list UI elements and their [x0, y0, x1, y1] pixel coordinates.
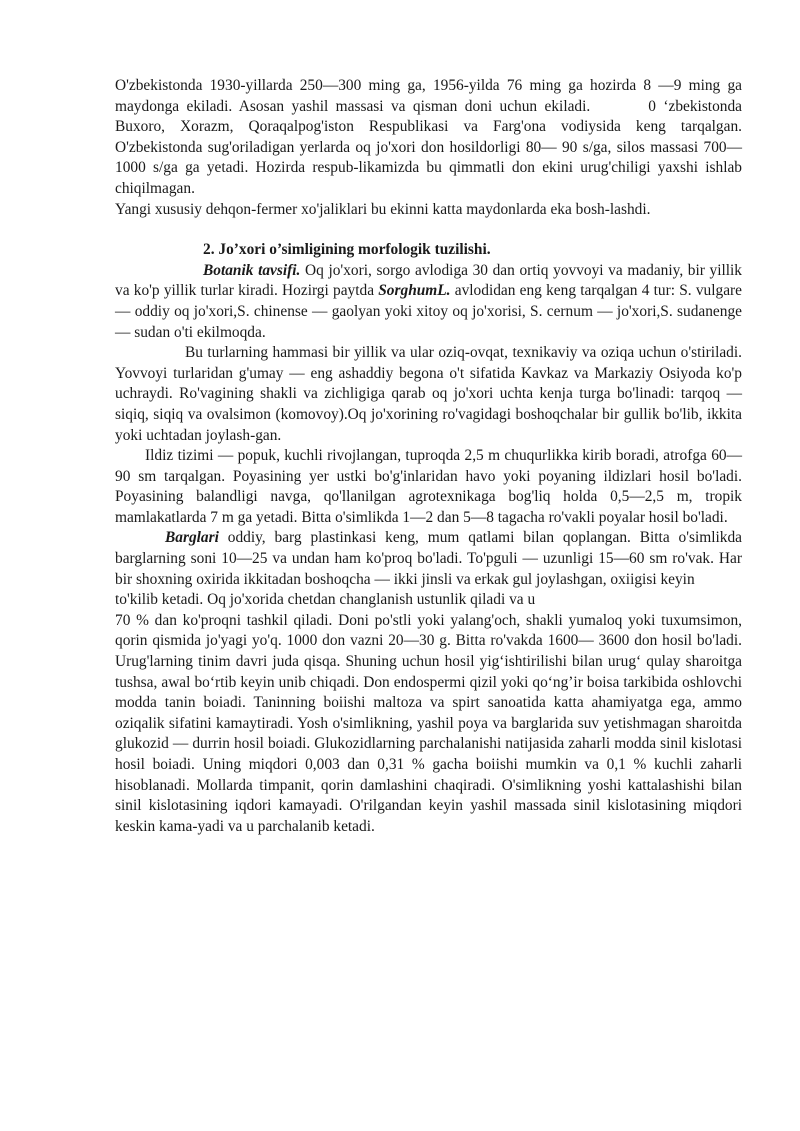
- blank-line: [115, 220, 742, 240]
- paragraph-cultivation-area: [115, 76, 742, 200]
- paragraph-text: O'zbekistonda 1930-yillarda 250—300 ming ga, 1956-yilda 76 ming ga hozirda 8 —9 ming ga maydonga ekiladi. Asosan yashil massasi va qisman doni uchun ekiladi.: [115, 77, 742, 115]
- paragraph-text: 0 ‘zbekistonda Buxoro, Xorazm, Qoraqalpog'iston Respublikasi va Farg'ona vodiysida keng tarqalgan. O'zbekistonda sug'oriladigan yerlarda oq jo'xori don hosildorligi 80— 90 s/ga, silos massasi 700—1000 s/ga ga yetadi. Hozirda respub-likamizda bu qimmatli don ekini urug'chiligi yaxshi ishlab chiqilmagan.: [115, 97, 742, 197]
- bold-italic-lead: Botanik tavsifi.: [203, 261, 301, 279]
- paragraph-new-farms: Yangi xususiy dehqon-fermer xo'jaliklari bu ekinni katta maydonlarda eka bosh-lashdi.: [115, 200, 651, 218]
- bold-italic-genus: SorghumL.: [378, 282, 451, 300]
- paragraph-botanical-description: [115, 261, 742, 343]
- document-body: [115, 76, 742, 837]
- paragraph-leaves: [115, 528, 742, 590]
- paragraph-root-system: Ildiz tizimi — popuk, kuchli rivojlangan, tuproqda 2,5 m chuqurlikka kirib boradi, atrofga 60—90 sm tarqalgan. Poyasining yer ustki bo'g'inlaridan havo yoki poyaning ildizlari hosil bo'ladi. Poyasining balandligi navga, qo'llanilgan agrotexnikaga bog'liq holda 0,5—2,5 m, tropik mamlakatlarda 7 m ga yetadi. Bitta o'simlikda 1—2 dan 5—8 tagacha ro'vakli poyalar hosil bo'ladi.: [115, 447, 742, 526]
- paragraph-text: oddiy, barg plastinkasi keng, mum qatlami bilan qoplangan. Bitta o'simlikda barglarning soni 10—25 va undan ham ko'proq bo'ladi. To'pguli — uzunligi 15—60 sm ro'vak. Har bir shoxning oxirida ikkitadan boshoqcha — ikki jinsli va erkak gul joylashgan, oxiigisi keyin: [115, 529, 742, 588]
- paragraph-species-usage: Bu turlarning hammasi bir yillik va ular oziq-ovqat, texnikaviy va oziqa uchun o'stiriladi. Yovvoyi turlaridan g'umay — eng ashaddiy begona o't sifatida Kavkaz va Markaziy Osiyoda ko'p uchraydi. Ro'vagining shakli va zichligiga qarab oq jo'xori uchta kenja turga bo'linadi: tarqoq — siqiq, siqiq va ovalsimon (komovoy).Oq jo'xorining ro'vagidagi boshoqchalar bir gullik bo'lib, ikkita yoki uchtadan joylash-gan.: [115, 344, 742, 444]
- paragraph-grain: 70 % dan ko'proqni tashkil qiladi. Doni po'stli yoki yalang'och, shakli yumaloq yoki tuxumsimon, qorin qismida jo'yagi yo'q. 1000 don vazni 20—30 g. Bitta ro'vakda 1600— 3600 don hosil bo'ladi. Urug'larning tinim davri juda qisqa. Shuning uchun hosil yig‘ishtirilishi bilan urug‘ qulay sharoitga tushsa, awal bo‘rtib keyin unib chiqadi. Don endospermi qizil yoki qo‘ng’ir boisa tarkibida oshlovchi modda tanin boiadi. Taninning boiishi maltoza va spirt sanoatida katta ahamiyatga ega, ammo oziqalik sifatini kamaytiradi. Yosh o'simlikning, yashil poya va barglarida suv yetishmagan sharoitda glukozid — durrin hosil boiadi. Glukozidlarning parchalanishi natijasida zaharli modda sinil kislotasi hosil boiadi. Uning miqdori 0,003 dan 0,31 % gacha boiishi mumkin va 0,1 % kuchli zaharli hisoblanadi. Mollarda timpanit, qorin damlashini chaqiradi. O'simlikning yoshi kattalashishi bilan sinil kislotasining iqdori kamayadi. O'rilgandan keyin yashil massada sinil kislotasining miqdori keskin kama-yadi va u parchalanib ketadi.: [115, 611, 742, 835]
- section-heading: 2. Jo’xori o’simligining morfologik tuzilishi.: [203, 241, 491, 259]
- paragraph-text: avlodidan eng keng tarqalgan 4 tur: S. vulgare — oddiy oq jo'xori,S. chinense — gaolyan yoki xitoy oq jo'xorisi, S. cernum — jo'xori,S. sudanenge — sudan o'ti ekilmoqda.: [115, 282, 742, 341]
- bold-italic-lead: Barglari: [165, 529, 219, 547]
- paragraph-text: Oq jo'xori, sorgo avlodiga 30 dan ortiq yovvoyi va madaniy, bir yillik va ko'p yillik turlar kiradi. Hozirgi paytda: [115, 261, 742, 300]
- paragraph-pollination: to'kilib ketadi. Oq jo'xorida chetdan changlanish ustunlik qiladi va u: [115, 591, 536, 609]
